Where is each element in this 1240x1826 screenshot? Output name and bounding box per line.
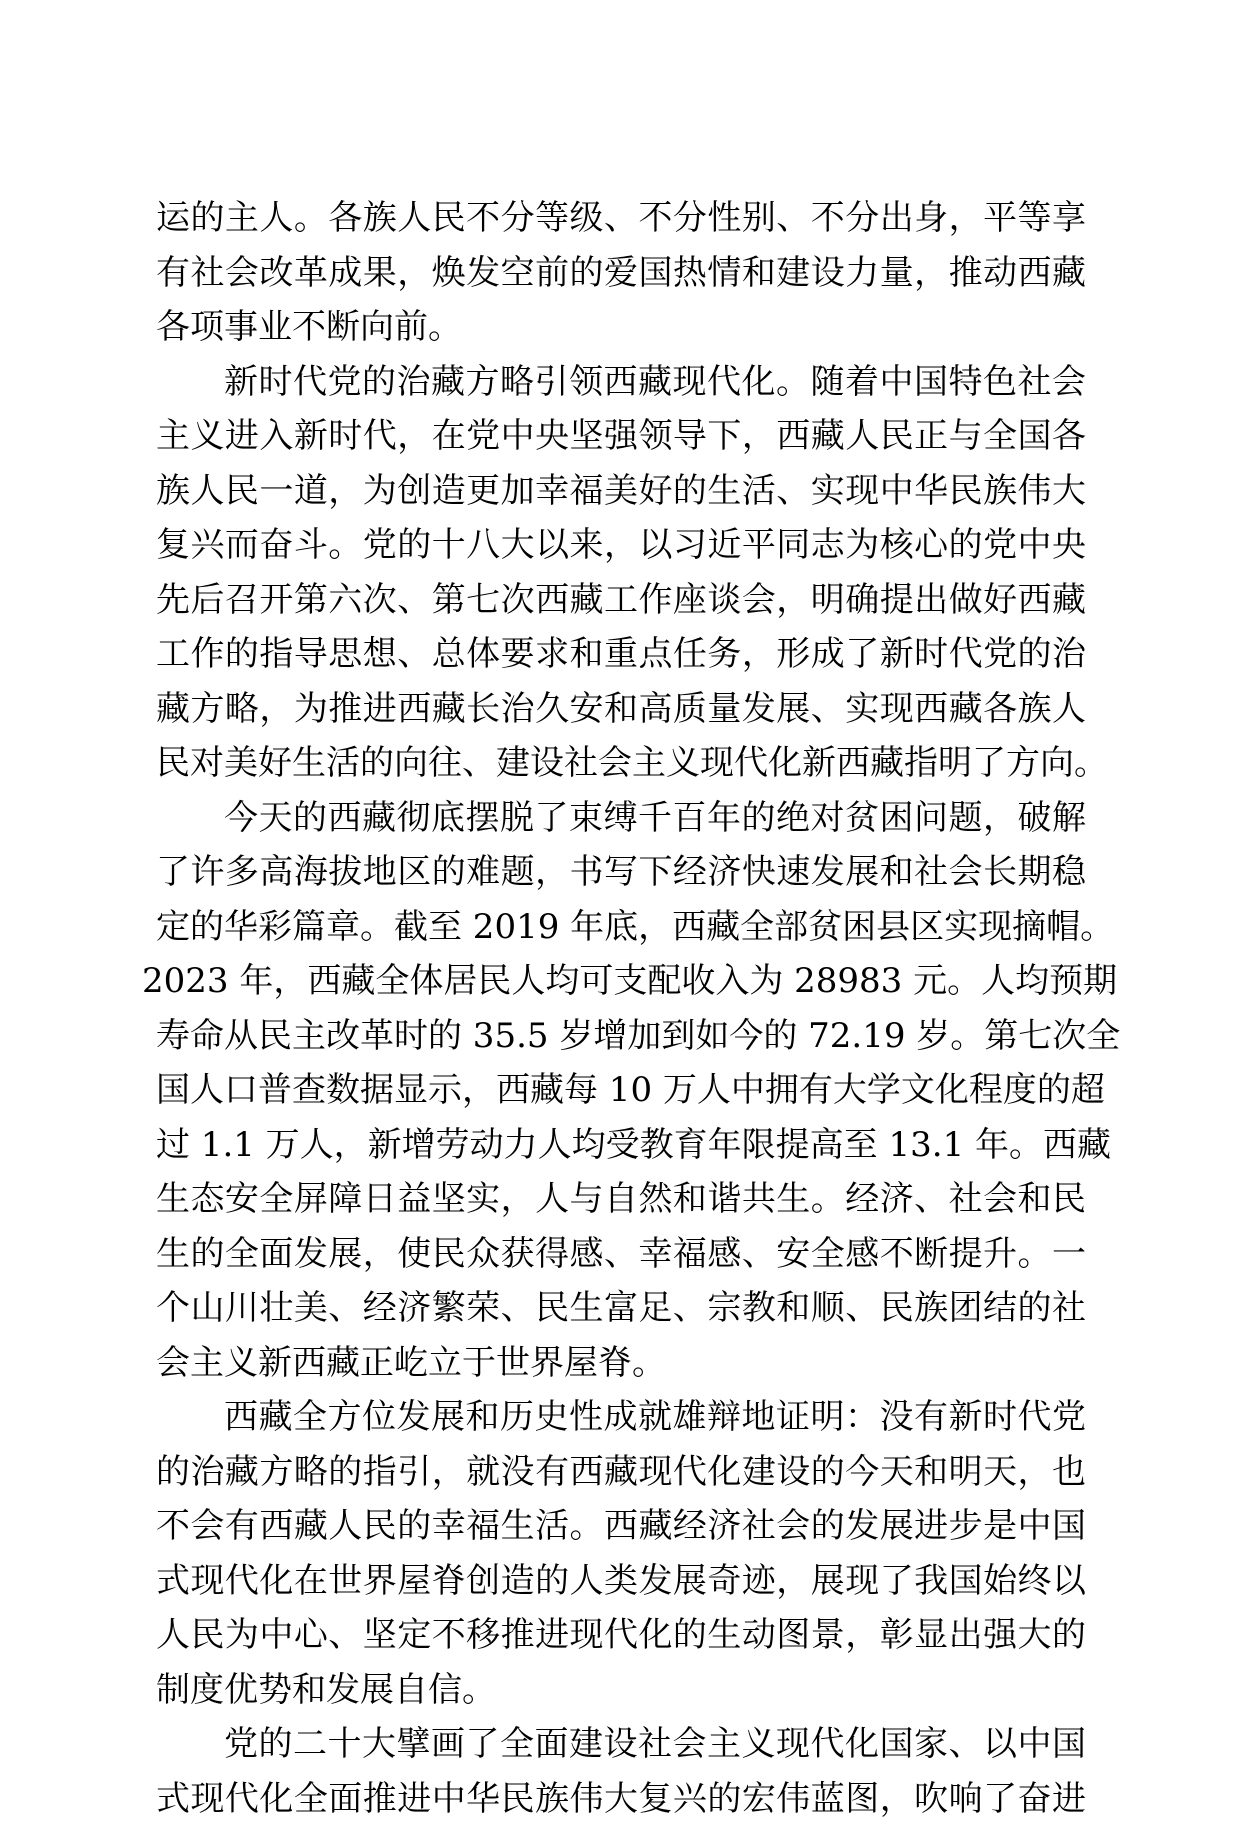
text-line: 国人口普查数据显示，西藏每 10 万人中拥有大学文化程度的超 bbox=[156, 1063, 1086, 1118]
text-line: 西藏全方位发展和历史性成就雄辩地证明：没有新时代党 bbox=[156, 1390, 1086, 1445]
text-line: 2023 年，西藏全体居民人均可支配收入为 28983 元。人均预期 bbox=[142, 954, 1086, 1009]
text-line: 会主义新西藏正屹立于世界屋脊。 bbox=[156, 1336, 1086, 1391]
paragraph bbox=[156, 1717, 1086, 1826]
text-line: 过 1.1 万人，新增劳动力人均受教育年限提高至 13.1 年。西藏 bbox=[156, 1118, 1086, 1173]
text-line: 的治藏方略的指引，就没有西藏现代化建设的今天和明天，也 bbox=[156, 1445, 1086, 1500]
text-line: 式现代化在世界屋脊创造的人类发展奇迹，展现了我国始终以 bbox=[156, 1554, 1086, 1609]
text-line: 藏方略，为推进西藏长治久安和高质量发展、实现西藏各族人 bbox=[156, 682, 1086, 737]
text-line: 党的二十大擘画了全面建设社会主义现代化国家、以中国 bbox=[156, 1717, 1086, 1772]
paragraph bbox=[156, 791, 1086, 1391]
text-line: 先后召开第六次、第七次西藏工作座谈会，明确提出做好西藏 bbox=[156, 573, 1086, 628]
text-line: 有社会改革成果，焕发空前的爱国热情和建设力量，推动西藏 bbox=[156, 246, 1086, 301]
body-text bbox=[156, 191, 1086, 1826]
text-line: 制度优势和发展自信。 bbox=[156, 1663, 1086, 1718]
text-line: 不会有西藏人民的幸福生活。西藏经济社会的发展进步是中国 bbox=[156, 1499, 1086, 1554]
text-line: 民对美好生活的向往、建设社会主义现代化新西藏指明了方向。 bbox=[156, 736, 1086, 791]
text-line: 各项事业不断向前。 bbox=[156, 300, 1086, 355]
text-line: 式现代化全面推进中华民族伟大复兴的宏伟蓝图，吹响了奋进 bbox=[156, 1772, 1086, 1826]
text-line: 复兴而奋斗。党的十八大以来，以习近平同志为核心的党中央 bbox=[156, 518, 1086, 573]
text-line: 生的全面发展，使民众获得感、幸福感、安全感不断提升。一 bbox=[156, 1227, 1086, 1282]
text-line: 今天的西藏彻底摆脱了束缚千百年的绝对贫困问题，破解 bbox=[156, 791, 1086, 846]
text-line: 工作的指导思想、总体要求和重点任务，形成了新时代党的治 bbox=[156, 627, 1086, 682]
text-line: 生态安全屏障日益坚实，人与自然和谐共生。经济、社会和民 bbox=[156, 1172, 1086, 1227]
text-line: 人民为中心、坚定不移推进现代化的生动图景，彰显出强大的 bbox=[156, 1608, 1086, 1663]
paragraph bbox=[156, 1390, 1086, 1717]
text-line: 寿命从民主改革时的 35.5 岁增加到如今的 72.19 岁。第七次全 bbox=[156, 1009, 1086, 1064]
text-line: 定的华彩篇章。截至 2019 年底，西藏全部贫困县区实现摘帽。 bbox=[156, 900, 1086, 955]
paragraph bbox=[156, 191, 1086, 355]
paragraph bbox=[156, 355, 1086, 791]
text-line: 主义进入新时代，在党中央坚强领导下，西藏人民正与全国各 bbox=[156, 409, 1086, 464]
text-line: 新时代党的治藏方略引领西藏现代化。随着中国特色社会 bbox=[156, 355, 1086, 410]
text-line: 了许多高海拔地区的难题，书写下经济快速发展和社会长期稳 bbox=[156, 845, 1086, 900]
text-line: 运的主人。各族人民不分等级、不分性别、不分出身，平等享 bbox=[156, 191, 1086, 246]
text-line: 族人民一道，为创造更加幸福美好的生活、实现中华民族伟大 bbox=[156, 464, 1086, 519]
text-line: 个山川壮美、经济繁荣、民生富足、宗教和顺、民族团结的社 bbox=[156, 1281, 1086, 1336]
